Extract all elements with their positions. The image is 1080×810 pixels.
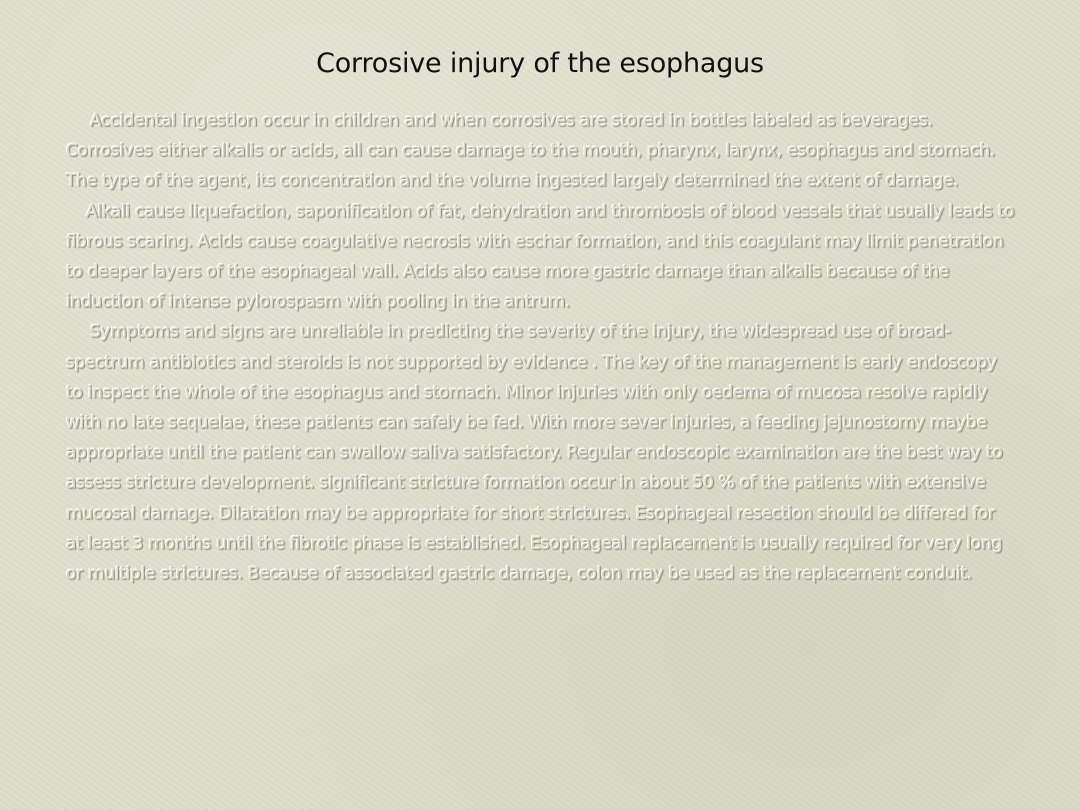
slide-body	[66, 106, 1016, 589]
paragraph-symptoms-management: Symptoms and signs are unreliable in predicting the severity of the injury, the widespread use of broad-spectrum antibiotics and steroids is not supported by evidence . The key of the management is early endoscopy to inspect the whole of the esophagus and stomach. Minor injuries with only oedema of mucosa resolve rapidly with no late sequelae, these patients can safely be fed. With more sever injuries, a feeding jejunostomy maybe appropriate until the patient can swallow saliva satisfactory. Regular endoscopic examination are the best way to assess stricture development. significant stricture formation occur in about 50 % of the patients with extensive mucosal damage. Dilatation may be appropriate for short strictures. Esophageal resection should be differed for at least 3 months until the fibrotic phase is established. Esophageal replacement is usually required for very long or multiple strictures. Because of associated gastric damage, colon may be used as the replacement conduit.	[66, 322, 1003, 585]
paragraph-alkali-acids: Alkali cause liquefaction, saponification of fat, dehydration and thrombosis of blood vessels that usually leads to fibrous scaring. Acids cause coagulative necrosis with eschar formation, and this coagulant may limit penetration to deeper layers of the esophageal wall. Acids also cause more gastric damage than alkalis because of the induction of intense pylorospasm with pooling in the antrum.	[66, 201, 1015, 313]
paragraph-accidental-ingestion: Accidental ingestion occur in children and when corrosives are stored in bottles labeled as beverages. Corrosives either alkalis or acids, all can cause damage to the mouth, pharynx, larynx, esophagus and stomach. The type of the agent, its concentration and the volume ingested largely determined the extent of damage.	[66, 111, 996, 192]
slide-title: Corrosive injury of the esophagus	[316, 48, 764, 79]
